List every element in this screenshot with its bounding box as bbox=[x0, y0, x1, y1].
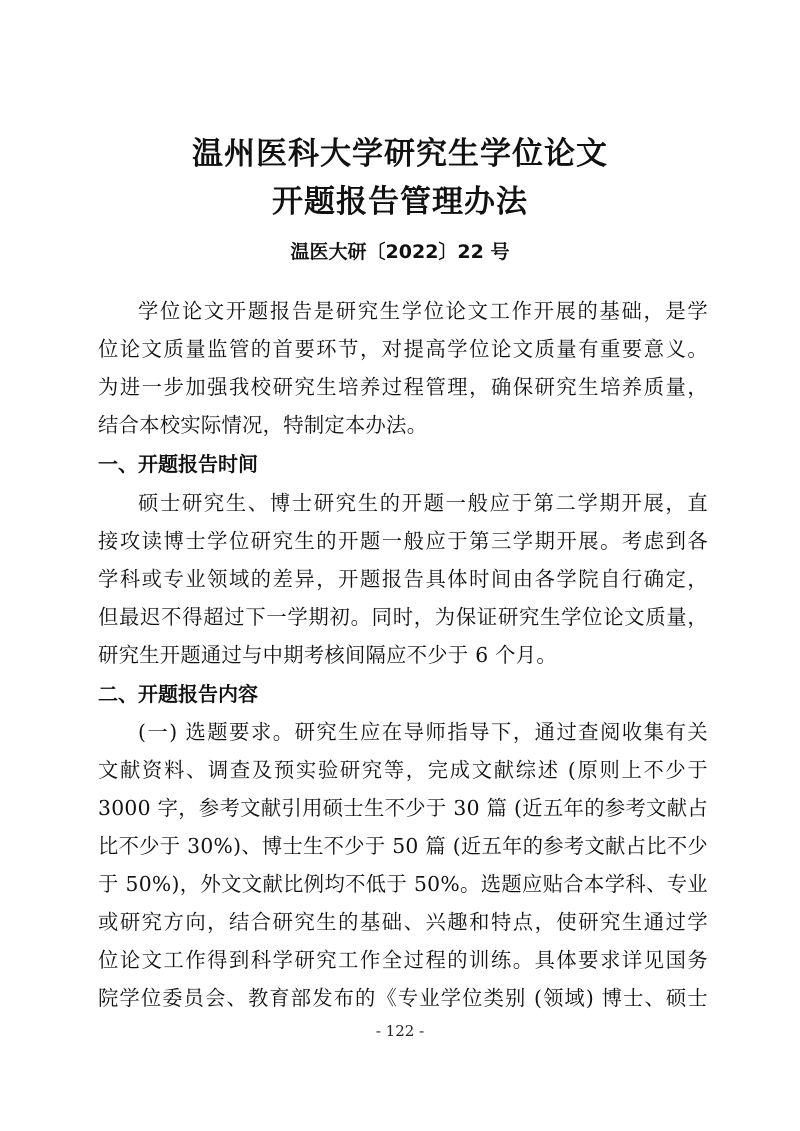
section2-line: (一) 选题要求。研究生应在导师指导下，通过查阅收集有关 bbox=[138, 720, 708, 744]
section2-line: 院学位委员会、教育部发布的《专业学位类别 (领域) 博士、硕士 bbox=[98, 986, 708, 1010]
section1-line: 硕士研究生、博士研究生的开题一般应于第二学期开展，直 bbox=[138, 491, 708, 515]
intro-line: 位论文质量监管的首要环节，对提高学位论文质量有重要意义。 bbox=[98, 337, 708, 361]
intro-line: 为进一步加强我校研究生培养过程管理，确保研究生培养质量， bbox=[98, 375, 708, 399]
section2-line: 位论文工作得到科学研究工作全过程的训练。具体要求详见国务 bbox=[98, 948, 708, 972]
section1-line: 研究生开题通过与中期考核间隔应不少于 6 个月。 bbox=[98, 643, 557, 667]
section-heading-2: 二、开题报告内容 bbox=[98, 682, 258, 706]
section-heading-1: 一、开题报告时间 bbox=[98, 452, 258, 476]
section2-line: 文献资料、调查及预实验研究等，完成文献综述 (原则上不少于 bbox=[98, 758, 708, 782]
document-number: 温医大研〔2022〕22 号 bbox=[290, 241, 510, 263]
section2-line: 于 50%)，外文文献比例均不低于 50%。选题应贴合本学科、专业 bbox=[98, 872, 708, 896]
section1-line: 学科或专业领域的差异，开题报告具体时间由各学院自行确定， bbox=[98, 567, 708, 591]
page-number: - 122 - bbox=[375, 1022, 425, 1040]
document-title-line-1: 温州医科大学研究生学位论文 bbox=[192, 136, 608, 172]
intro-line: 学位论文开题报告是研究生学位论文工作开展的基础，是学 bbox=[138, 299, 708, 323]
section1-line: 接攻读博士学位研究生的开题一般应于第三学期开展。考虑到各 bbox=[98, 529, 708, 553]
intro-line: 结合本校实际情况，特制定本办法。 bbox=[98, 413, 428, 437]
section2-line: 或研究方向，结合研究生的基础、兴趣和特点，使研究生通过学 bbox=[98, 910, 708, 934]
section2-line: 比不少于 30%)、博士生不少于 50 篇 (近五年的参考文献占比不少 bbox=[98, 834, 708, 858]
document-title-line-2: 开题报告管理办法 bbox=[272, 184, 528, 220]
section1-line: 但最迟不得超过下一学期初。同时，为保证研究生学位论文质量， bbox=[98, 605, 708, 629]
section2-line: 3000 字，参考文献引用硕士生不少于 30 篇 (近五年的参考文献占 bbox=[98, 796, 708, 820]
